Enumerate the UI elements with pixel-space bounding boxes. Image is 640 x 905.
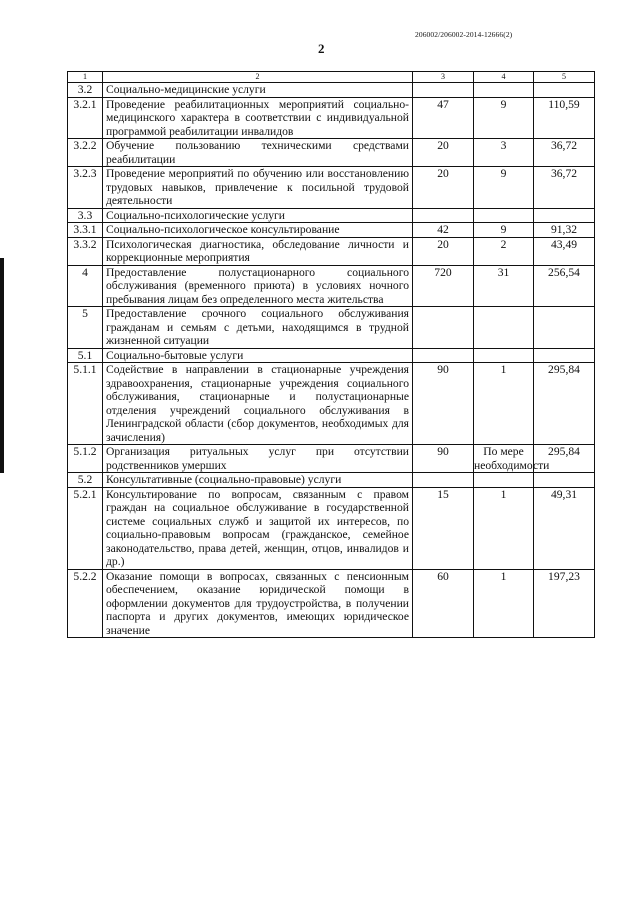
- section-row: [68, 208, 595, 223]
- value-col3: [413, 473, 474, 488]
- service-name: Содействие в направлении в стационарные учреждения здравоохранения, стационарные учреждения социального обслуживания, стационарные и полустационарные отделения учреждений социального обслуживания в Ленинградской области (сбор документов, необходимых для зачисления): [103, 363, 413, 445]
- service-name: Организация ритуальных услуг при отсутствии родственников умерших: [103, 445, 413, 473]
- value-col4: 9: [474, 97, 534, 139]
- value-col5: 36,72: [534, 167, 595, 209]
- value-col3: 720: [413, 265, 474, 307]
- value-col4: 9: [474, 223, 534, 238]
- row-number: 5.2: [68, 473, 103, 488]
- section-row: [68, 83, 595, 98]
- table-row: [68, 569, 595, 638]
- row-number: 3.3: [68, 208, 103, 223]
- value-col5: [534, 307, 595, 349]
- service-name: Консультативные (социально-правовые) услуги: [103, 473, 413, 488]
- value-col3: 42: [413, 223, 474, 238]
- service-name: Социально-психологические услуги: [103, 208, 413, 223]
- table-header-row: [68, 72, 595, 83]
- value-col4: [474, 83, 534, 98]
- value-col5: 256,54: [534, 265, 595, 307]
- services-table-body: [68, 72, 595, 638]
- table-row: [68, 167, 595, 209]
- table-row: [68, 307, 595, 349]
- scan-edge-mark: [0, 258, 4, 473]
- table-row: [68, 97, 595, 139]
- value-col5: 295,84: [534, 445, 595, 473]
- value-col5: 43,49: [534, 237, 595, 265]
- table-row: [68, 265, 595, 307]
- service-name: Оказание помощи в вопросах, связанных с пенсионным обеспечением, оказание юридической помощи в оформлении документов для трудоустройства, в получении паспорта и других документов, имеющих юридическое значение: [103, 569, 413, 638]
- value-col4: 1: [474, 569, 534, 638]
- value-col3: [413, 208, 474, 223]
- value-col3: [413, 348, 474, 363]
- column-header: 4: [474, 72, 534, 83]
- value-col5: 49,31: [534, 487, 595, 569]
- value-col5: 295,84: [534, 363, 595, 445]
- service-name: Консультирование по вопросам, связанным с правом граждан на социальное обслуживание в государственной системе социальных служб и защитой их интересов, по социально-правовым вопросам (гражданское, семейное законодательство, права детей, женщин, отцов, инвалидов и др.): [103, 487, 413, 569]
- row-number: 5.2.1: [68, 487, 103, 569]
- row-number: 3.2: [68, 83, 103, 98]
- service-name: Предоставление полустационарного социального обслуживания (временного приюта) в условиях ночного пребывания лицам без определенного места жительства: [103, 265, 413, 307]
- table-row: [68, 487, 595, 569]
- row-number: 5.1: [68, 348, 103, 363]
- value-col5: [534, 83, 595, 98]
- table-row: [68, 363, 595, 445]
- value-col4: [474, 307, 534, 349]
- row-number: 4: [68, 265, 103, 307]
- service-name: Социально-психологическое консультирование: [103, 223, 413, 238]
- section-row: [68, 473, 595, 488]
- value-col3: 15: [413, 487, 474, 569]
- value-col3: [413, 307, 474, 349]
- row-number: 3.3.1: [68, 223, 103, 238]
- table-row: [68, 237, 595, 265]
- column-header: 1: [68, 72, 103, 83]
- page-number: 2: [318, 41, 325, 56]
- value-col4: [474, 473, 534, 488]
- table-row: [68, 445, 595, 473]
- service-name: Обучение пользованию техническими средствами реабилитации: [103, 139, 413, 167]
- table-row: [68, 223, 595, 238]
- value-col3: 90: [413, 363, 474, 445]
- value-col5: 197,23: [534, 569, 595, 638]
- value-col4: 2: [474, 237, 534, 265]
- value-col5: [534, 348, 595, 363]
- row-number: 3.2.3: [68, 167, 103, 209]
- value-col4: По мере необходимости: [474, 445, 550, 472]
- value-col3: 60: [413, 569, 474, 638]
- value-col5: 110,59: [534, 97, 595, 139]
- value-col4: 1: [474, 363, 534, 445]
- column-header: 2: [103, 72, 413, 83]
- value-col4: [474, 208, 534, 223]
- row-number: 5.1.1: [68, 363, 103, 445]
- value-col3: 20: [413, 167, 474, 209]
- row-number: 5.2.2: [68, 569, 103, 638]
- value-col3: 90: [413, 445, 474, 473]
- value-col4: 9: [474, 167, 534, 209]
- value-col4: [474, 348, 534, 363]
- services-table: [67, 71, 595, 638]
- value-col3: [413, 83, 474, 98]
- value-col3: 47: [413, 97, 474, 139]
- value-col5: 91,32: [534, 223, 595, 238]
- row-number: 3.3.2: [68, 237, 103, 265]
- service-name: Социально-бытовые услуги: [103, 348, 413, 363]
- column-header: 5: [534, 72, 595, 83]
- row-number: 3.2.2: [68, 139, 103, 167]
- service-name: Проведение реабилитационных мероприятий социально-медицинского характера в соответствии с индивидуальной программой реабилитации инвалидов: [103, 97, 413, 139]
- service-name: Предоставление срочного социального обслуживания гражданам и семьям с детьми, находящимся в трудной жизненной ситуации: [103, 307, 413, 349]
- row-number: 5.1.2: [68, 445, 103, 473]
- value-col4: 31: [474, 265, 534, 307]
- value-col4: 1: [474, 487, 534, 569]
- service-name: Психологическая диагностика, обследование личности и коррекционные мероприятия: [103, 237, 413, 265]
- value-col3: 20: [413, 139, 474, 167]
- service-name: Проведение мероприятий по обучению или восстановлению трудовых навыков, привлечение к посильной трудовой деятельности: [103, 167, 413, 209]
- value-col5: [534, 473, 595, 488]
- row-number: 3.2.1: [68, 97, 103, 139]
- table-row: [68, 139, 595, 167]
- service-name: Социально-медицинские услуги: [103, 83, 413, 98]
- document-id: 206002/206002-2014-12666(2): [415, 30, 513, 39]
- value-col3: 20: [413, 237, 474, 265]
- value-col5: 36,72: [534, 139, 595, 167]
- section-row: [68, 348, 595, 363]
- value-col5: [534, 208, 595, 223]
- row-number: 5: [68, 307, 103, 349]
- value-col4: 3: [474, 139, 534, 167]
- column-header: 3: [413, 72, 474, 83]
